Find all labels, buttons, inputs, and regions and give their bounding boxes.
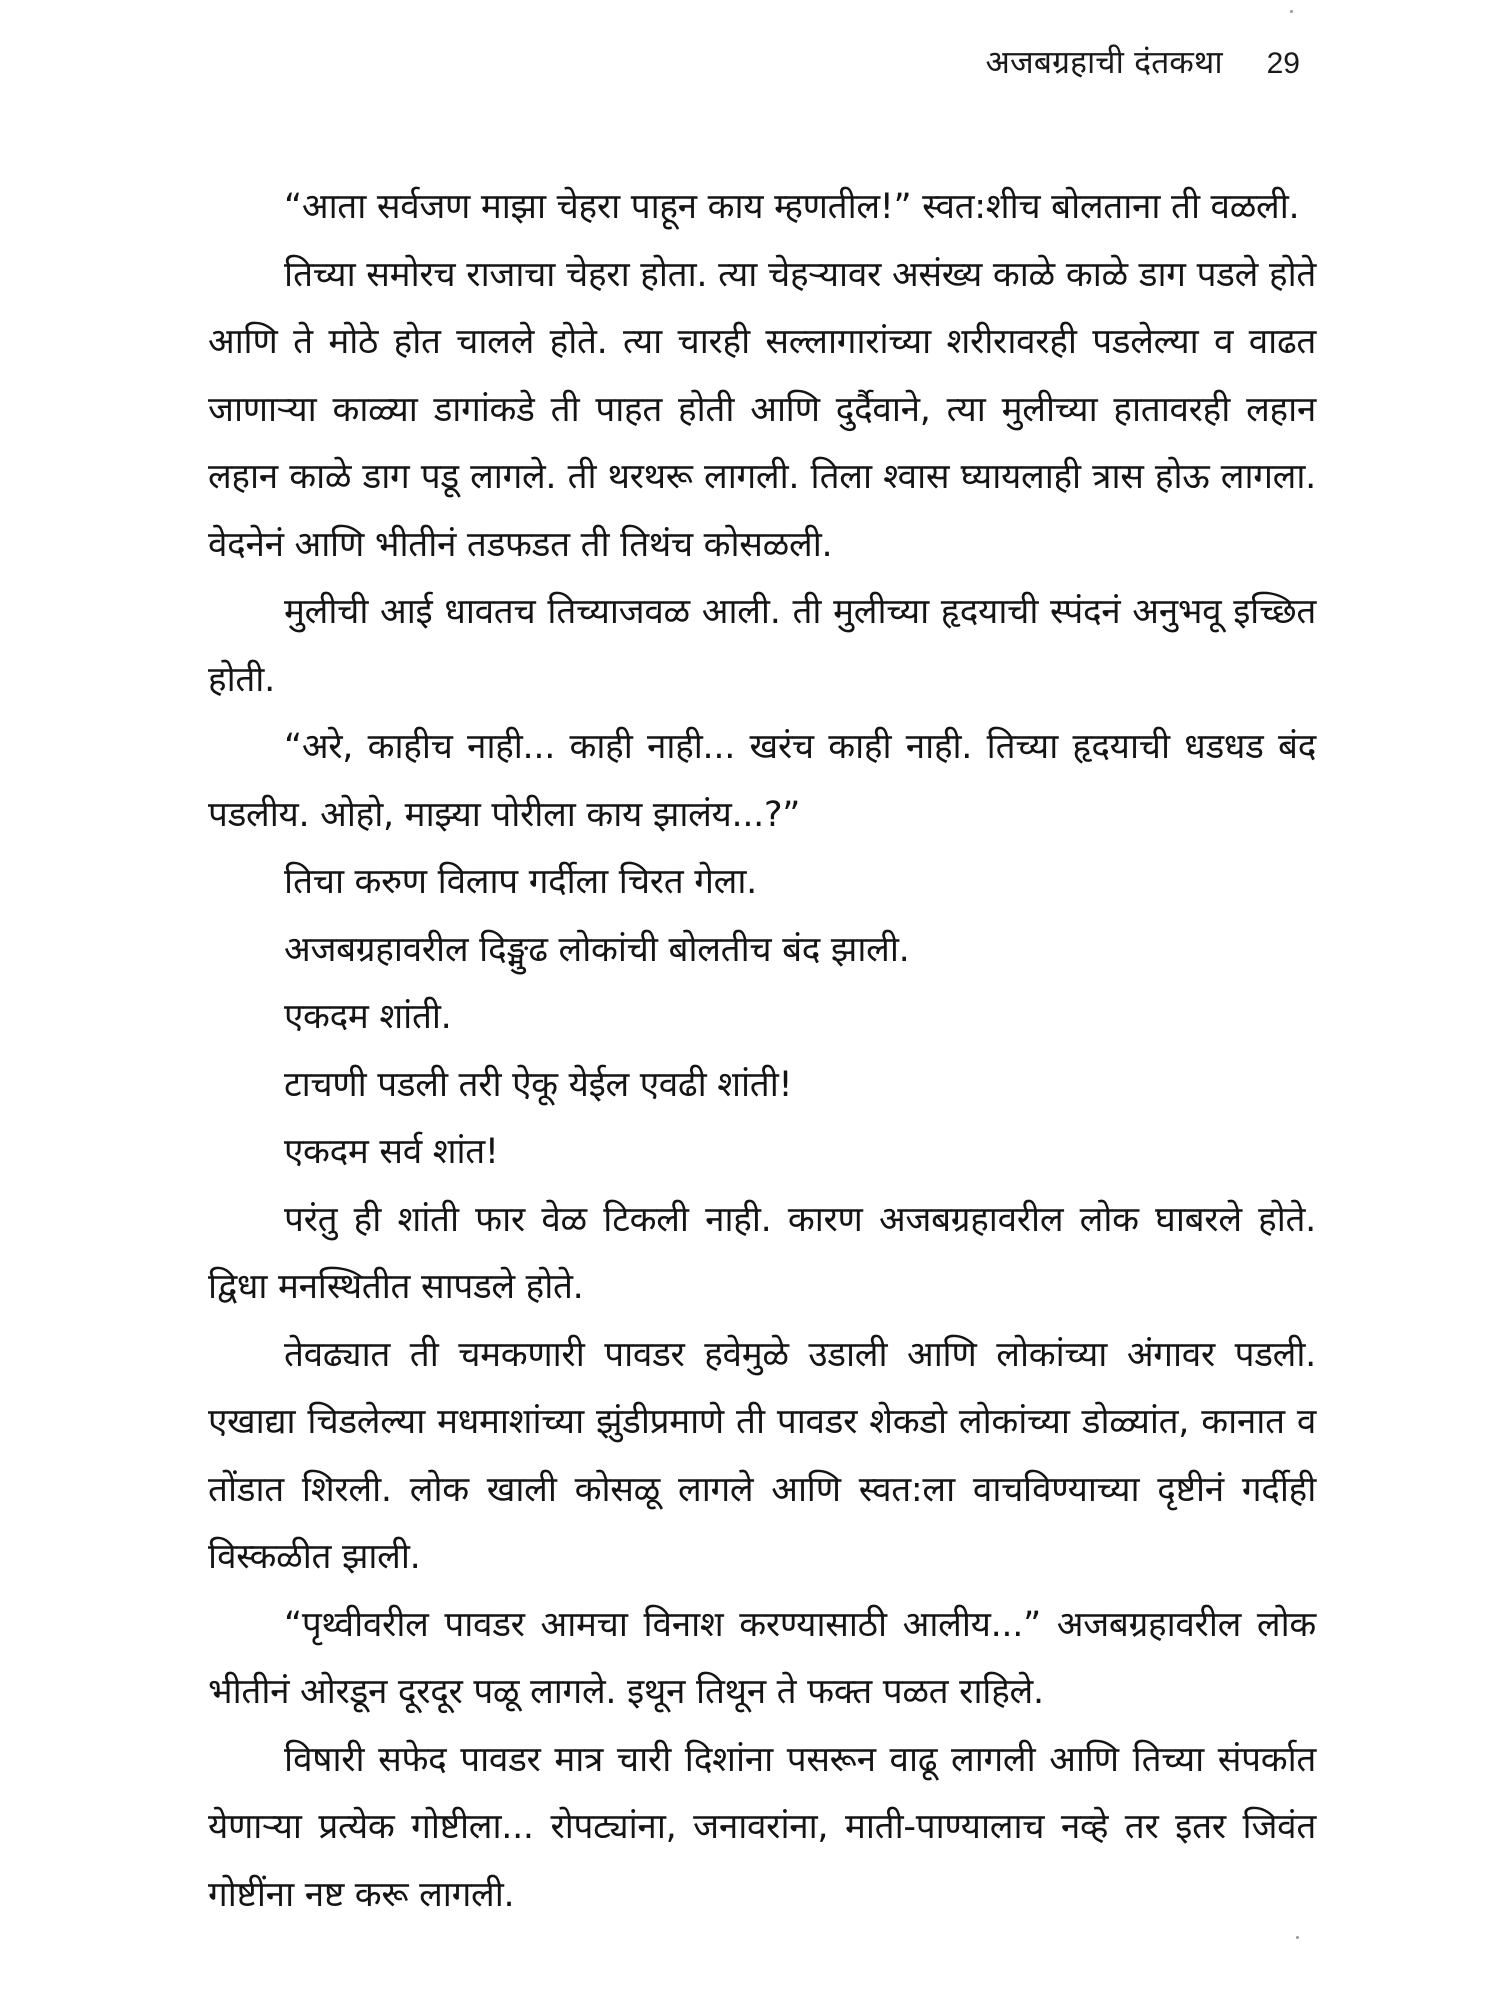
paragraph: अजबग्रहावरील दिङ्मुढ लोकांची बोलतीच बंद झाली. [284,929,910,970]
scan-speck [1290,10,1293,13]
body-text [208,174,1316,1929]
paragraph: तेवढ्यात ती चमकणारी पावडर हवेमुळे उडाली आणि लोकांच्या अंगावर पडली. एखाद्या चिडलेल्या मधमाशांच्या झुंडीप्रमाणे ती पावडर शेकडो लोकांच्या डोळ्यांत, कानात व तोंडात शिरली. लोक खाली कोसळू लागले आणि स्वत:ला वाचविण्याच्या दृष्टीनं गर्दीही विस्कळीत झाली. [208,1334,1316,1577]
paragraph: “आता सर्वजण माझा चेहरा पाहून काय म्हणतील!” स्वत:शीच बोलताना ती वळली. [284,187,1300,227]
running-title: अजबग्रहाची दंतकथा [985,43,1223,81]
paragraph: परंतु ही शांती फार वेळ टिकली नाही. कारण अजबग्रहावरील लोक घाबरले होते. द्विधा मनस्थितीत सापडले होते. [208,1199,1316,1307]
paragraph: तिचा करुण विलाप गर्दीला चिरत गेला. [284,862,757,902]
paragraph: “अरे, काहीच नाही... काही नाही... खरंच काही नाही. तिच्या हृदयाची धडधड बंद पडलीय. ओहो, माझ्या पोरीला काय झालंय...?” [208,727,1316,835]
paragraph: एकदम शांती. [284,997,452,1037]
paragraph: “पृथ्वीवरील पावडर आमचा विनाश करण्यासाठी आलीय...” अजबग्रहावरील लोक भीतीनं ओरडून दूरदूर पळू लागले. इथून तिथून ते फक्त पळत राहिले. [208,1604,1316,1712]
page-number: 29 [1266,47,1300,80]
scan-speck [1296,1936,1299,1939]
paragraph: टाचणी पडली तरी ऐकू येईल एवढी शांती! [284,1064,793,1105]
paragraph: मुलीची आई धावतच तिच्याजवळ आली. ती मुलीच्या हृदयाची स्पंदनं अनुभवू इच्छित होती. [208,592,1316,700]
running-header [986,40,1301,86]
paragraph: तिच्या समोरच राजाचा चेहरा होता. त्या चेहऱ्यावर असंख्य काळे काळे डाग पडले होते आणि ते मोठे होत चालले होते. त्या चारही सल्लागारांच्या शरीरावरही पडलेल्या व वाढत जाणाऱ्या काळ्या डागांकडे ती पाहत होती आणि दुर्दैवाने, त्या मुलीच्या हातावरही लहान लहान काळे डाग पडू लागले. ती थरथरू लागली. तिला श्वास घ्यायलाही त्रास होऊ लागला. वेदनेनं आणि भीतीनं तडफडत ती तिथंच कोसळली. [208,254,1316,565]
paragraph: एकदम सर्व शांत! [284,1132,499,1172]
paragraph: विषारी सफेद पावडर मात्र चारी दिशांना पसरून वाढू लागली आणि तिच्या संपर्कात येणाऱ्या प्रत्येक गोष्टीला... रोपट्यांना, जनावरांना, माती-पाण्यालाच नव्हे तर इतर जिवंत गोष्टींना नष्ट करू लागली. [208,1739,1316,1915]
